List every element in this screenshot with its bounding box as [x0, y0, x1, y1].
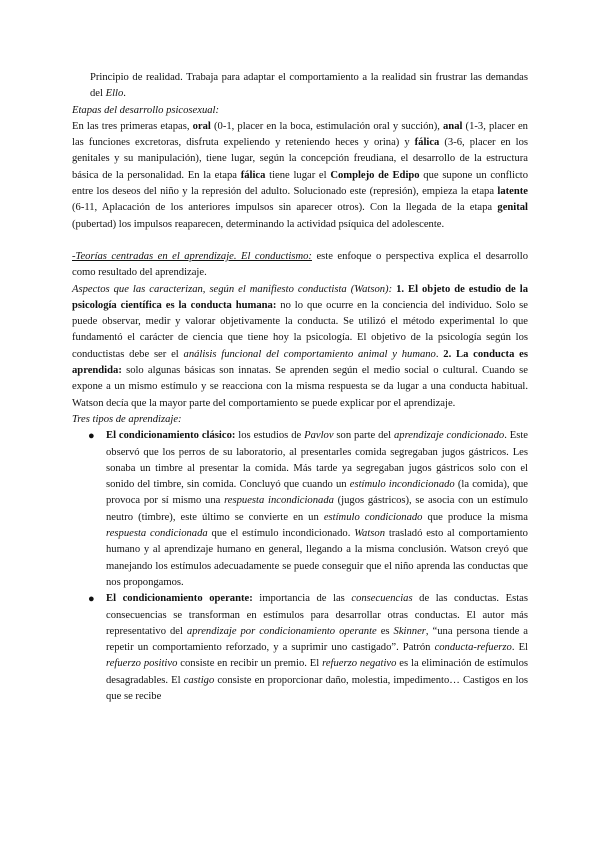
list-item-operant-conditioning: ● El condicionamiento operante: importancia de las consecuencias de las conductas. Estas consecuencias se transforman en estímulos para desarrollar otras conductas. El autor más representativo del aprendizaje por condicionamiento operante es Skinner, “una persona tiende a repetir un comportamiento reforzado, y a suprimir uno castigado”. Patrón conducta-refuerzo. El refuerzo positivo consiste en recibir un premio. El refuerzo negativo es la eliminación de estímulos desagradables. El castigo consiste en proporcionar daño, molestia, impedimento… Castigos en los que se recibe [88, 593, 529, 702]
psychosexual-stages-paragraph: En las tres primeras etapas, oral (0-1, placer en la boca, estimulación oral y succión), anal (1-3, placer en las funciones excretoras, disfruta expeliendo y reteniendo heces y orina) y fálica (3-6, placer en los genitales y su manipulación), tiene lugar, según la concepción freudiana, el desarrollo de la estructura básica de la personalidad. En la etapa fálica tiene lugar el Complejo de Edipo que supone un conflicto entre los deseos del niño y la represión del adulto. Solucionado este (represión), empieza la etapa latente (6-11, Aplacación de los anteriores impulsos sin aparecer otros). Con la llegada de la etapa genital (pubertad) los impulsos reaparecen, determinando la actividad psíquica del adolescente. [72, 120, 529, 230]
learning-types-list [72, 428, 528, 705]
psychosexual-stages-heading: Etapas del desarrollo psicosexual: [72, 104, 220, 116]
list-item-classical-conditioning: ● El condicionamiento clásico: los estudios de Pavlov son parte del aprendizaje condicionado. Este observó que los perros de su laboratorio, al presentarles comida segregaban jugos gástricos. Les sonaba un timbre al presentar la comida. Más tarde ya segregaban jugos gástricos solo con el sonido del timbre, sin comida. Concluyó que cuando un estímulo incondicionado (la comida), que provoca por sí mismo una respuesta incondicionada (jugos gástricos), se asocia con un estímulo neutro (timbre), este último se convierte en un estímulo condicionado que produce la misma respuesta condicionada que el estímulo incondicionado. Watson trasladó esto al comportamiento humano y al aprendizaje humano en general, llegando a la misma conclusión. Watson creyó que manejando los estímulos adecuadamente se puede conseguir que el niño aprenda las conductas que nos propongamos. [88, 430, 529, 588]
learning-theories-paragraph: -Teorías centradas en el aprendizaje. El conductismo: este enfoque o perspectiva explica el desarrollo como resultado del aprendizaje. [72, 250, 528, 279]
page-content [72, 70, 528, 705]
bullet-icon: ● [88, 593, 95, 606]
behaviorist-aspects-paragraph: Aspectos que las caracterizan, según el manifiesto conductista (Watson): 1. El objeto de estudio de la psicología científica es la conducta humana: no lo que ocurre en la conciencia del individuo. Solo se puede observar, medir y valorar objetivamente la conducta. Se utilizó el método experimental lo que fundamentó el carácter de ciencia que tiene hoy la psicología. El objetivo de la psicología según los conductistas debe ser el análisis funcional del comportamiento animal y humano. 2. La conducta es aprendida: solo algunas básicas son innatas. Se aprenden según el medio social o cultural. Cuando se expone a un mismo estímulo y se reacciona con la misma respuesta se da lugar a una conducta habitual. Watson decía que la mayor parte del comportamiento se puede explicar por el aprendizaje. [72, 283, 528, 409]
reality-principle-paragraph: Principio de realidad. Trabaja para adaptar el comportamiento a la realidad sin frustrar las demandas del Ello. [90, 72, 528, 100]
spacer [72, 233, 528, 249]
learning-types-heading: Tres tipos de aprendizaje: [72, 413, 182, 425]
bullet-icon: ● [88, 430, 95, 443]
